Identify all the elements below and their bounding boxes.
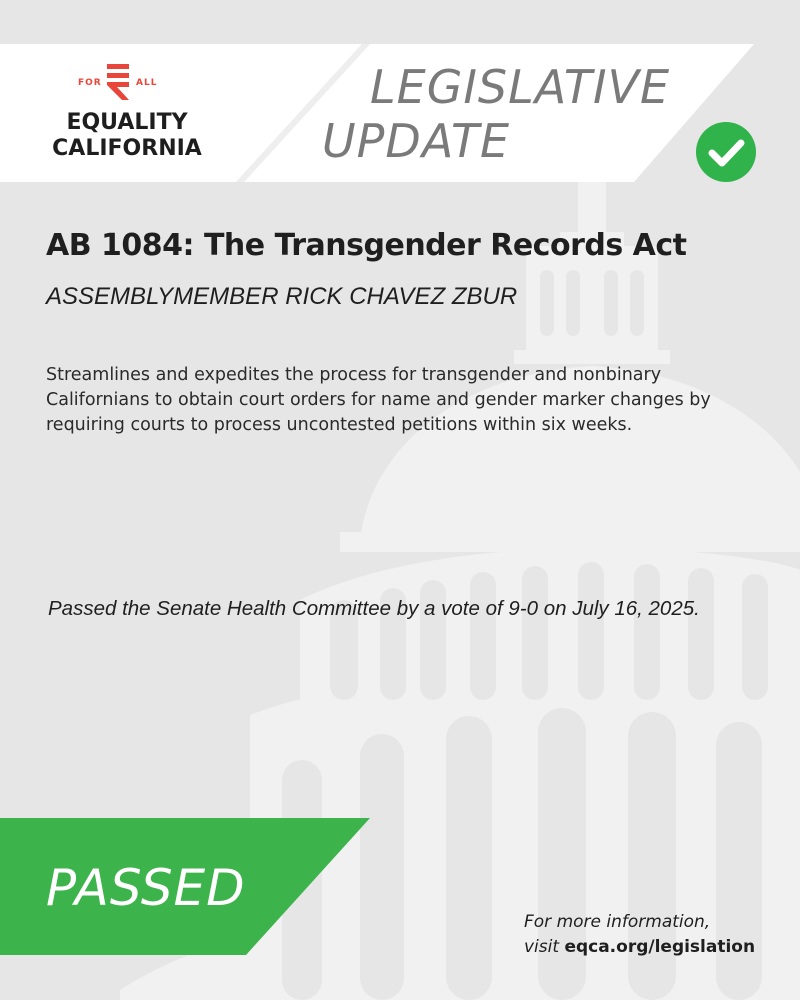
- bill-description-line: Californians to obtain court orders for name and gender marker changes by: [46, 390, 711, 410]
- bill-description-line: Streamlines and expedites the process for transgender and nonbinary: [46, 365, 662, 385]
- more-info-line: For more information,: [524, 912, 711, 932]
- passed-status-label: PASSED: [46, 859, 246, 917]
- banner-title-line2: UPDATE: [322, 114, 511, 168]
- check-circle-icon: [695, 121, 757, 183]
- visit-line: [524, 935, 755, 960]
- bill-description: [46, 363, 746, 438]
- equality-california-logo: [52, 64, 202, 164]
- equality-symbol-icon: [107, 64, 131, 100]
- legislation-link[interactable]: eqca.org/legislation: [564, 937, 756, 957]
- logo-name-line2: CALIFORNIA: [52, 136, 202, 161]
- more-info: [524, 910, 755, 960]
- logo-tagline-for: FOR: [78, 78, 102, 88]
- bill-title: AB 1084: The Transgender Records Act: [46, 228, 687, 263]
- bill-description-line: requiring courts to process uncontested petitions within six weeks.: [46, 415, 633, 435]
- logo-name-line1: EQUALITY: [66, 110, 188, 135]
- logo-tagline-all: ALL: [136, 78, 158, 88]
- banner-title-line1: LEGISLATIVE: [370, 60, 671, 114]
- bill-status-text: Passed the Senate Health Committee by a vote of 9-0 on July 16, 2025.: [48, 597, 700, 620]
- visit-prefix: visit: [524, 937, 565, 957]
- bill-author: ASSEMBLYMEMBER RICK CHAVEZ ZBUR: [46, 283, 518, 310]
